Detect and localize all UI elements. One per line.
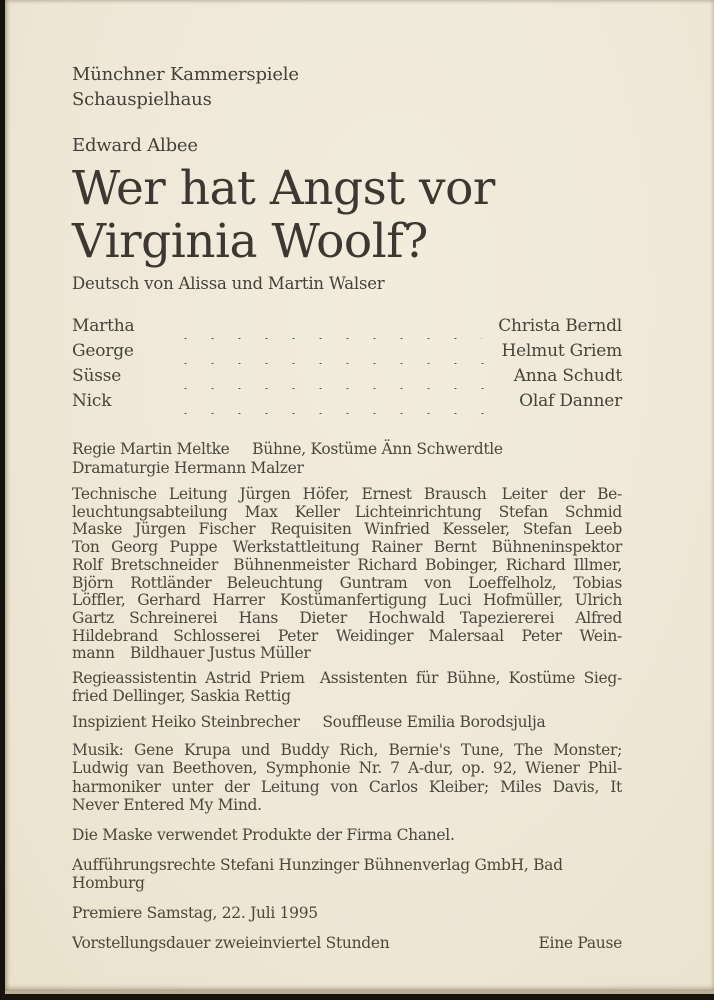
intermission-text: Eine Pause [538, 934, 622, 953]
credit-line: Musik: Gene Krupa und Buddy Rich, Bernie's Tune, The Monster; [72, 741, 622, 760]
cast-role: Martha [72, 316, 135, 336]
credit-line: Dramaturgie Hermann Malzer [72, 458, 304, 477]
duration-text: Vorstellungsdauer zweieinviertel Stunden [72, 934, 390, 953]
credit-line: Ludwig van Beethoven, Symphonie Nr. 7 A-dur, op. 92, Wiener Phil- [72, 759, 622, 778]
translation-credit: Deutsch von Alissa und Martin Walser [72, 274, 385, 293]
makeup-note: Die Maske verwendet Produkte der Firma Chanel. [72, 826, 455, 845]
credit-line: Ton Georg Puppe Werkstattleitung Rainer Bernt Bühneninspektor [72, 538, 622, 557]
author-name: Edward Albee [72, 135, 198, 156]
credit-line: Björn Rottländer Beleuchtung Guntram von Loeffelholz, Tobias [72, 573, 622, 592]
technical-credits [72, 486, 622, 663]
credit-line: fried Dellinger, Saskia Rettig [72, 686, 291, 705]
performance-rights-note: Aufführungsrechte Stefani Hunzinger Bühnenverlag GmbH, Bad Homburg [72, 856, 563, 893]
cast-row [72, 364, 622, 389]
credit-line: Rolf Bretschneider Bühnenmeister Richard Bobinger, Richard Illmer, [72, 555, 622, 574]
credit-line: Löffler, Gerhard Harrer Kostümanfertigung Luci Hofmüller, Ulrich [72, 591, 622, 610]
play-title-line2: Virginia Woolf? [72, 214, 428, 269]
credit-line: harmoniker unter der Leitung von Carlos Kleiber; Miles Davis, It [72, 777, 622, 796]
stage-management-credit: Inspizient Heiko Steinbrecher Souffleuse Emilia Borodsjulja [72, 713, 546, 732]
duration-row [72, 934, 622, 952]
cast-row [72, 389, 622, 414]
credit-line: Never Entered My Mind. [72, 796, 262, 815]
venue-block [72, 62, 622, 112]
cast-actor: Olaf Danner [519, 391, 622, 411]
dot-leader [168, 339, 485, 364]
play-title-line1: Wer hat Angst vor [72, 161, 495, 216]
credit-line: Regieassistentin Astrid Priem Assistenten für Bühne, Kostüme Sieg- [72, 669, 622, 688]
assistant-credits [72, 670, 622, 705]
play-title [72, 162, 622, 268]
cast-role: George [72, 341, 134, 361]
cast-role: Süsse [72, 366, 122, 386]
credit-line: Regie Martin Meltke Bühne, Kostüme Änn Schwerdtle [72, 440, 503, 458]
cast-actor: Helmut Griem [501, 341, 622, 361]
cast-actor: Anna Schudt [513, 366, 622, 386]
cast-row [72, 314, 622, 339]
direction-credits [72, 440, 622, 477]
premiere-date: Premiere Samstag, 22. Juli 1995 [72, 904, 318, 923]
program-page [5, 0, 714, 994]
venue-hall: Schauspielhaus [72, 89, 212, 110]
dot-leader [168, 314, 482, 339]
dot-leader [168, 364, 498, 389]
venue-name: Münchner Kammerspiele [72, 64, 299, 85]
credit-line: Gartz Schreinerei Hans Dieter Hochwald Tapeziererei Alfred [72, 608, 622, 627]
credit-line: Hildebrand Schlosserei Peter Weidinger Malersaal Peter Wein- [72, 626, 622, 645]
cast-list [72, 314, 622, 414]
cast-row [72, 339, 622, 364]
credit-line: Technische Leitung Jürgen Höfer, Ernest Brausch Leiter der Be- [72, 485, 622, 503]
dot-leader [168, 389, 503, 414]
credit-line: mann Bildhauer Justus Müller [72, 644, 311, 663]
credit-line: leuchtungsabteilung Max Keller Lichteinrichtung Stefan Schmid [72, 502, 622, 521]
music-credits [72, 741, 622, 814]
credit-line: Maske Jürgen Fischer Requisiten Winfried Kesseler, Stefan Leeb [72, 520, 622, 539]
cast-role: Nick [72, 391, 112, 411]
cast-actor: Christa Berndl [498, 316, 622, 336]
